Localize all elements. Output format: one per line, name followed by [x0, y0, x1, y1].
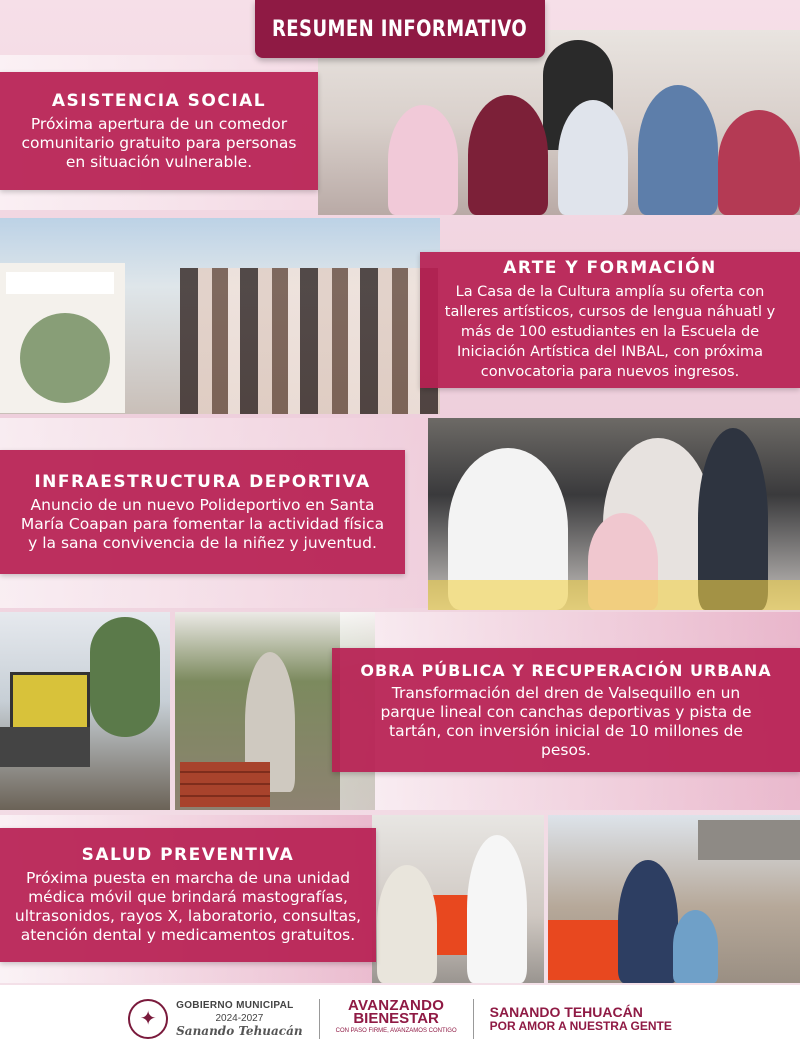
text-arte-formacion: La Casa de la Cultura amplía su oferta con talleres artísticos, cursos de lengua náhuatl y más de 100 estudiantes en la Escuela de Iniciación Artística del INBAL, con próxima convocatoria para nuevos ingresos. — [444, 284, 776, 380]
photo-excavator — [0, 612, 170, 810]
heading-infraestructura-deportiva: INFRAESTRUCTURA DEPORTIVA — [34, 471, 371, 492]
panel-salud-preventiva — [0, 828, 376, 962]
avz-line1: AVANZANDO — [347, 997, 445, 1014]
heading-salud-preventiva: SALUD PREVENTIVA — [81, 845, 295, 865]
footer — [0, 985, 800, 1052]
footer-divider — [319, 999, 320, 1039]
text-infraestructura-deportiva: Anuncio de un nuevo Polideportivo en Santa María Coapan para fomentar la actividad física y la sana convivencia de la niñez y juventud. — [20, 495, 385, 552]
photo-medical-attention-2 — [548, 815, 800, 983]
heading-asistencia-social: ASISTENCIA SOCIAL — [51, 90, 267, 111]
gov-line1: GOBIERNO MUNICIPAL — [176, 1000, 294, 1011]
heading-arte-formacion: ARTE Y FORMACIÓN — [503, 258, 717, 278]
photo-polideportivo — [428, 418, 800, 610]
gov-line3: Sanando Tehuacán — [176, 1024, 303, 1038]
avz-line2: BIENESTAR — [353, 1010, 439, 1027]
sign-casa-cultura — [6, 272, 114, 294]
gov-line2: 2024-2027 — [215, 1013, 264, 1024]
panel-asistencia-social — [0, 72, 318, 190]
photo-classroom — [0, 218, 440, 414]
text-obra-publica: Transformación del dren de Valsequillo en un parque lineal con canchas deportivas y pista de tartán, con inversión inicial de 10 millones de pesos. — [380, 683, 752, 759]
footer-divider — [473, 999, 474, 1039]
heading-obra-publica: OBRA PÚBLICA Y RECUPERACIÓN URBANA — [360, 660, 772, 680]
text-asistencia-social: Próxima apertura de un comedor comunitario gratuito para personas en situación vulnerable. — [21, 114, 297, 171]
san-line1: SANANDO TEHUACÁN — [489, 1003, 643, 1020]
san-line2: POR AMOR A NUESTRA GENTE — [489, 1018, 672, 1033]
page-title: RESUMEN INFORMATIVO — [272, 16, 528, 42]
panel-obra-publica — [332, 648, 800, 772]
avanzando-bienestar-logo — [336, 999, 457, 1038]
municipal-seal-icon: ✦ — [128, 999, 168, 1039]
sanando-tehuacan-logo — [490, 1005, 672, 1033]
gobierno-municipal-logo — [128, 999, 302, 1039]
title-ribbon — [255, 0, 545, 58]
panel-infraestructura-deportiva — [0, 450, 405, 574]
text-salud-preventiva: Próxima puesta en marcha de una unidad médica móvil que brindará mastografías, ultrasonidos, rayos X, laboratorio, consultas, atención dental y medicamentos gratuitos. — [14, 869, 362, 944]
photo-medical-attention-1 — [372, 815, 544, 983]
panel-arte-formacion — [420, 252, 800, 388]
avz-line3: CON PASO FIRME, AVANZAMOS CONTIGO — [335, 1028, 457, 1034]
